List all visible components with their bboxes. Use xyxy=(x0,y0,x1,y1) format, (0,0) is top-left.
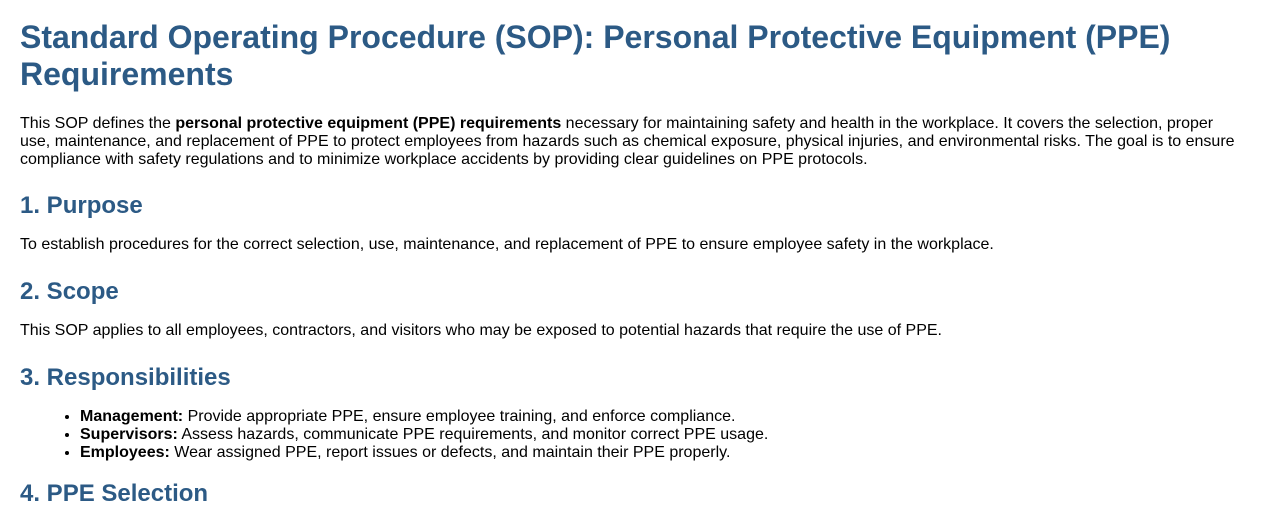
purpose-text: To establish procedures for the correct selection, use, maintenance, and replacement of PPE to ensure employee safety in the workplace. xyxy=(20,236,994,253)
intro-paragraph xyxy=(20,115,1245,169)
responsibility-item-management xyxy=(80,408,1245,426)
responsibility-text: Provide appropriate PPE, ensure employee training, and enforce compliance. xyxy=(183,408,736,425)
purpose-heading: 1. Purpose xyxy=(20,192,143,219)
responsibilities-heading: 3. Responsibilities xyxy=(20,364,231,391)
responsibility-text: Assess hazards, communicate PPE requirements, and monitor correct PPE usage. xyxy=(177,426,769,443)
page-title: Standard Operating Procedure (SOP): Personal Protective Equipment (PPE) Requirements xyxy=(20,19,1171,92)
responsibilities-list xyxy=(20,408,1245,462)
responsibility-item-employees xyxy=(80,444,1245,462)
responsibility-role: Supervisors: xyxy=(80,426,178,443)
scope-text: This SOP applies to all employees, contractors, and visitors who may be exposed to potential hazards that require the use of PPE. xyxy=(20,322,942,339)
ppe-selection-heading: 4. PPE Selection xyxy=(20,480,209,507)
responsibility-item-supervisors xyxy=(80,426,1245,444)
responsibility-role: Employees: xyxy=(80,444,170,461)
scope-heading: 2. Scope xyxy=(20,278,119,305)
document-page xyxy=(20,0,1245,508)
responsibility-role: Management: xyxy=(80,408,184,425)
intro-bold-text: personal protective equipment (PPE) requirements xyxy=(175,115,562,132)
responsibility-text: Wear assigned PPE, report issues or defects, and maintain their PPE properly. xyxy=(169,444,731,461)
intro-text-end: necessary for maintaining safety and health in the workplace. It covers the selection, proper use, maintenance, and replacement of PPE to protect employees from hazards such as chemical exposure, physical injuries, and environmental risks. The goal is to ensure compliance with safety regulations and to minimize workplace accidents by providing clear guidelines on PPE protocols. xyxy=(20,115,1235,168)
intro-text-start: This SOP defines the xyxy=(20,115,176,132)
